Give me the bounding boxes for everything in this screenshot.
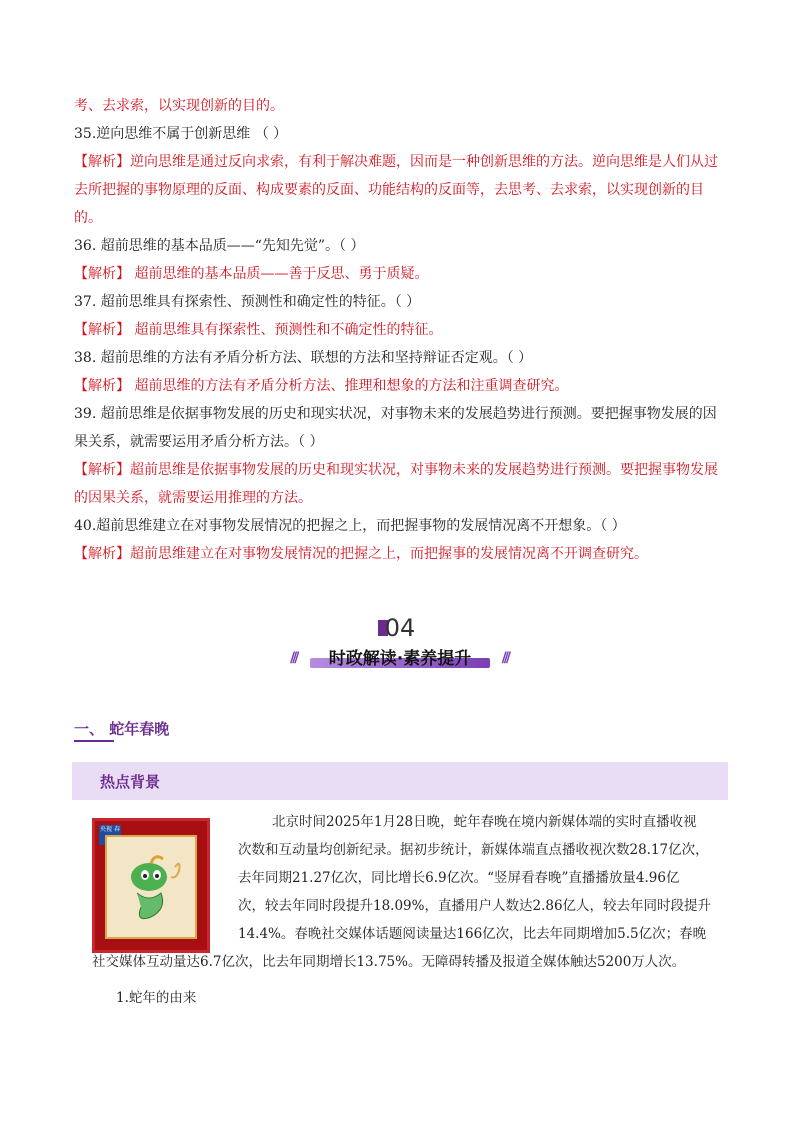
question-line: 36. 超前思维的基本品质——“先知先觉”。（ ） bbox=[74, 238, 365, 254]
paragraph-line: 去年同期21.27亿次，同比增长6.9亿次。“竖屏看春晚”直播播放量4.96亿 bbox=[238, 870, 680, 886]
paragraph-line: 次数和互动量均创新纪录。据初步统计，新媒体端直点播收视次数28.17亿次， bbox=[238, 842, 709, 858]
answer-line: 【解析】 超前思维的基本品质——善于反思、勇于质疑。 bbox=[74, 266, 429, 282]
slash-decoration-right: /// bbox=[501, 650, 508, 666]
snake-illustration bbox=[105, 835, 197, 939]
answer-line: 的。 bbox=[74, 210, 102, 226]
section-number-text: 04 bbox=[384, 614, 416, 642]
spring-festival-gala-image bbox=[92, 818, 210, 953]
answer-line: 考、去求索，以实现创新的目的。 bbox=[74, 98, 284, 114]
heading-underline bbox=[74, 740, 114, 742]
question-line: 40.超前思维建立在对事物发展情况的把握之上，而把握事物的发展情况离不开想象。（ ） bbox=[74, 518, 626, 534]
paragraph-line: 北京时间2025年1月28日晚，蛇年春晚在境内新媒体端的实时直播收视 bbox=[272, 814, 697, 830]
slash-decoration-left: /// bbox=[290, 650, 297, 666]
answer-line: 【解析】 超前思维具有探索性、预测性和不确定性的特征。 bbox=[74, 322, 443, 338]
hot-background-box bbox=[72, 762, 728, 800]
answer-line: 【解析】逆向思维是通过反向求索，有利于解决难题，因而是一种创新思维的方法。逆向思维是人们从过 bbox=[74, 154, 718, 170]
question-line: 果关系，就需要运用矛盾分析方法。（ ） bbox=[74, 434, 324, 450]
answer-line: 去所把握的事物原理的反面、构成要素的反面、功能结构的反面等，去思考、去求索，以实现创新的目 bbox=[74, 182, 704, 198]
question-line: 37. 超前思维具有探索性、预测性和确定性的特征。（ ） bbox=[74, 294, 421, 310]
paragraph-line: 社交媒体互动量达6.7亿次，比去年同期增长13.75%。无障碍转播及报道全媒体触达5200万人次。 bbox=[92, 954, 686, 970]
paragraph-line: 次，较去年同时段提升18.09%，直播用户人数达2.86亿人，较去年同时段提升 bbox=[238, 898, 712, 914]
sub-item-snake-origin: 1.蛇年的由来 bbox=[116, 990, 197, 1006]
answer-line: 【解析】 超前思维的方法有矛盾分析方法、推理和想象的方法和注重调查研究。 bbox=[74, 378, 569, 394]
answer-line: 【解析】超前思维建立在对事物发展情况的把握之上，而把握事的发展情况离不开调查研究。 bbox=[74, 546, 648, 562]
answer-line: 【解析】超前思维是依据事物发展的历史和现实状况，对事物未来的发展趋势进行预测。要把握事物发展 bbox=[74, 462, 718, 478]
section-number bbox=[378, 614, 422, 640]
section-title-banner bbox=[290, 642, 510, 672]
question-line: 38. 超前思维的方法有矛盾分析方法、联想的方法和坚持辩证否定观。（ ） bbox=[74, 350, 533, 366]
section-title: 时政解读·素养提升 bbox=[328, 649, 472, 669]
question-line: 35.逆向思维不属于创新思维 （ ） bbox=[74, 126, 288, 142]
topic-heading: 一、 蛇年春晚 bbox=[74, 720, 170, 738]
cctv-logo: 央视 春 bbox=[99, 825, 121, 845]
answer-line: 的因果关系，就需要运用推理的方法。 bbox=[74, 490, 312, 506]
paragraph-line: 14.4%。春晚社交媒体话题阅读量达166亿次，比去年同期增加5.5亿次；春晚 bbox=[238, 926, 707, 942]
hot-background-title: 热点背景 bbox=[100, 773, 161, 791]
snake-mascot-icon bbox=[107, 837, 195, 937]
question-line: 39. 超前思维是依据事物发展的历史和现实状况，对事物未来的发展趋势进行预测。要把握事物发展的因 bbox=[74, 406, 717, 422]
